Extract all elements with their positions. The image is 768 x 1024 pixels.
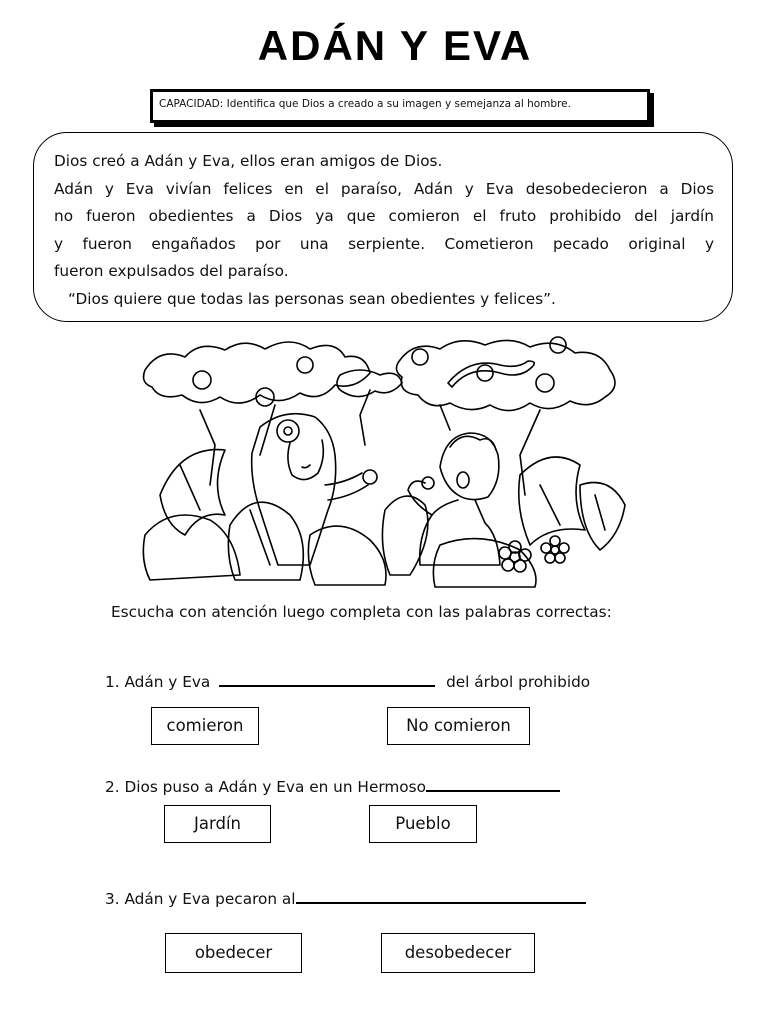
option-comieron-button[interactable]: comieron (151, 707, 259, 745)
worksheet-title: ADÁN Y EVA (257, 22, 533, 69)
serpent (448, 361, 534, 387)
question-2 (105, 773, 560, 796)
answer-blank-3[interactable] (296, 885, 586, 904)
foliage (143, 450, 625, 587)
story-line: Dios creó a Adán y Eva, ellos eran amigos de Dios. (54, 152, 443, 170)
adam-figure (408, 433, 500, 565)
question-1-prefix: 1. Adán y Eva (105, 673, 211, 691)
question-3-prefix: 3. Adán y Eva pecaron al (105, 890, 296, 908)
eve-figure (252, 414, 377, 565)
option-desobedecer-button[interactable]: desobedecer (381, 933, 535, 973)
capacidad-box: CAPACIDAD: Identifica que Dios a creado a su imagen y semejanza al hombre. (150, 89, 650, 123)
question-1-suffix: del árbol prohibido (446, 673, 591, 691)
story-line: fueron expulsados del paraíso. (54, 262, 289, 280)
story-line: y fueron engañados por una serpiente. Cometieron pecado original y (54, 234, 714, 253)
option-pueblo-button[interactable]: Pueblo (369, 805, 477, 843)
story-line: no fueron obedientes a Dios ya que comieron el fruto prohibido del jardín (54, 207, 714, 225)
instruction-text: Escucha con atención luego completa con las palabras correctas: (111, 603, 612, 621)
fruit-icons (193, 337, 566, 406)
question-2-prefix: 2. Dios puso a Adán y Eva en un Hermoso (105, 778, 426, 796)
story-line: Adán y Eva vivían felices en el paraíso, Adán y Eva desobedecieron a Dios (54, 179, 714, 198)
tree-canopy (396, 340, 615, 410)
answer-blank-1[interactable] (219, 668, 435, 687)
story-quote: “Dios quiere que todas las personas sean obedientes y felices”. (68, 289, 556, 308)
story-box (33, 132, 733, 322)
answer-blank-2[interactable] (426, 773, 560, 792)
option-no-comieron-button[interactable]: No comieron (387, 707, 530, 745)
question-3 (105, 885, 586, 908)
adam-eve-illustration (140, 335, 630, 590)
option-jardin-button[interactable]: Jardín (164, 805, 271, 843)
question-1 (105, 668, 590, 691)
option-obedecer-button[interactable]: obedecer (165, 933, 302, 973)
